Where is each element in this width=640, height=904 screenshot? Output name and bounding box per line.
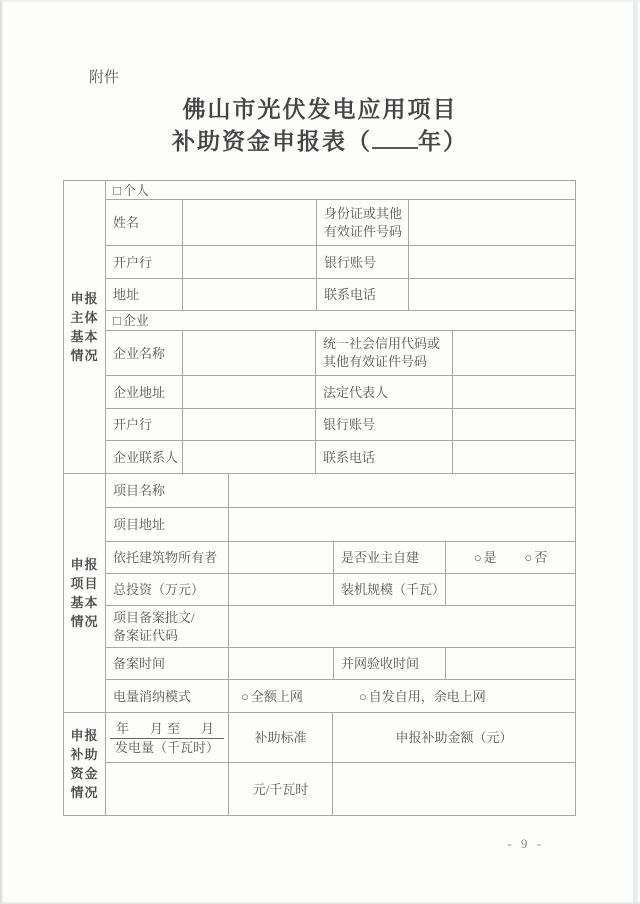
company-address-label: 企业地址 [106,376,183,408]
radio-icon: ○ [358,688,367,704]
subsidy-amount-label: 申报补助金额（元） [395,730,513,745]
grid-acceptance-input-cell[interactable] [446,648,575,679]
phone-label: 联系电话 [317,279,409,310]
record-time-input-cell[interactable] [229,648,334,679]
row-enterprise-header [106,311,575,331]
project-address-label: 项目地址 [106,508,229,541]
checkbox-personal-icon[interactable]: □ [113,182,121,198]
row-company-name [106,331,575,376]
project-address-input-cell[interactable] [229,508,575,541]
radio-icon: ○ [524,550,533,565]
phone-input-cell[interactable] [409,279,575,310]
address-input-cell[interactable] [183,279,317,310]
owner-built-label: 是否业主自建 [334,542,446,573]
company-contact-input-cell[interactable] [183,441,316,473]
scan-edge-top [0,0,640,3]
row-record-time [106,648,575,680]
title-year-blank [372,126,418,149]
section-applicant [64,181,575,474]
total-investment-input-cell[interactable] [229,574,334,605]
attachment-label: 附件 [89,70,120,86]
application-form-table [63,180,576,816]
row-bank [106,246,575,279]
record-time-label: 备案时间 [106,648,229,679]
company-contact-label: 企业联系人 [106,441,183,473]
name-label: 姓名 [106,200,183,245]
row-investment [106,574,575,606]
legal-rep-input-cell[interactable] [453,376,575,408]
row-name [106,200,575,246]
address-label: 地址 [106,279,183,310]
section-subsidy-stub: 申报 补助 资金 情况 [64,713,106,815]
id-number-input-cell[interactable] [409,200,575,245]
credit-code-label: 统一社会信用代码或其他有效证件号码 [316,331,453,375]
company-account-input-cell[interactable] [453,409,575,440]
building-owner-input-cell[interactable] [229,542,334,573]
row-subsidy-header [106,713,575,763]
installed-capacity-label: 装机规模（千瓦） [334,574,446,605]
generation-input-cell[interactable] [106,763,229,815]
personal-header-cell [106,181,575,199]
page-number: - 9 - [507,836,544,851]
checkbox-enterprise-icon[interactable]: □ [113,313,121,328]
company-phone-input-cell[interactable] [453,441,575,473]
company-name-label: 企业名称 [106,331,183,375]
radio-full-grid-label: 全额上网 [250,688,303,704]
id-number-label: 身份证或其他有效证件号码 [317,200,409,245]
row-company-bank [106,409,575,441]
radio-icon: ○ [473,550,482,565]
personal-header-label: 个人 [122,182,149,198]
company-address-input-cell[interactable] [183,376,316,408]
enterprise-header-label: 企业 [122,313,149,328]
radio-icon: ○ [241,688,249,704]
project-name-label: 项目名称 [106,474,229,507]
radio-owner-built-no[interactable] [524,549,547,566]
owner-built-radio-group [446,542,575,573]
account-label: 银行账号 [317,246,409,278]
credit-code-input-cell[interactable] [453,331,575,375]
generation-label: 发电量（千瓦时） [114,739,219,755]
project-name-input-cell[interactable] [229,474,575,507]
company-account-label: 银行账号 [316,409,453,440]
row-company-contact [106,441,575,473]
radio-self-use[interactable] [359,688,486,705]
company-bank-input-cell[interactable] [183,409,316,440]
total-investment-label: 总投资（万元） [106,574,229,605]
grid-acceptance-label: 并网验收时间 [334,648,446,679]
radio-no-label: 否 [534,550,548,565]
title-line2-suffix: 年） [418,129,468,154]
company-name-input-cell[interactable] [183,331,316,375]
radio-self-use-label: 自发自用，余电上网 [368,688,486,704]
section-project-stub: 申报 项目 基本 情况 [64,474,106,712]
title-line2-prefix: 补助资金申报表（ [172,129,372,154]
subsidy-unit-label: 元/千瓦时 [229,763,333,815]
legal-rep-label: 法定代表人 [316,376,453,408]
section-subsidy [64,713,575,815]
section-applicant-stub: 申报 主体 基本 情况 [64,181,106,473]
row-personal-header [106,181,575,200]
row-address [106,279,575,311]
radio-owner-built-yes[interactable] [474,549,497,566]
consumption-mode-radio-group [229,680,575,712]
form-title [0,94,640,158]
row-project-name [106,474,575,508]
enterprise-header-cell [106,311,575,330]
radio-yes-label: 是 [483,550,497,565]
bank-input-cell[interactable] [183,246,317,278]
row-project-address [106,508,575,542]
row-consumption-mode [106,680,575,712]
installed-capacity-input-cell[interactable] [446,574,575,605]
subsidy-amount-input-cell[interactable] [333,763,575,815]
period-blank-line[interactable]: 年 月至 月 [110,720,224,739]
company-bank-label: 开户行 [106,409,183,440]
record-doc-input-cell[interactable] [229,606,575,647]
consumption-mode-label: 电量消纳模式 [106,680,229,712]
bank-label: 开户行 [106,246,183,278]
account-input-cell[interactable] [409,246,575,278]
form-title-line1: 佛山市光伏发电应用项目 [182,97,458,122]
row-record-doc [106,606,575,648]
record-doc-label: 项目备案批文/ 备案证代码 [106,606,229,647]
company-phone-label: 联系电话 [316,441,453,473]
name-input-cell[interactable] [183,200,317,245]
row-company-address [106,376,575,409]
building-owner-label: 依托建筑物所有者 [106,542,229,573]
section-project [64,474,575,713]
subsidy-standard-label: 补助标准 [229,713,333,762]
generation-period-cell [106,713,229,762]
row-building-owner [106,542,575,574]
radio-full-grid[interactable] [241,688,303,705]
row-subsidy-values [106,763,575,815]
form-title-line2 [0,126,640,158]
